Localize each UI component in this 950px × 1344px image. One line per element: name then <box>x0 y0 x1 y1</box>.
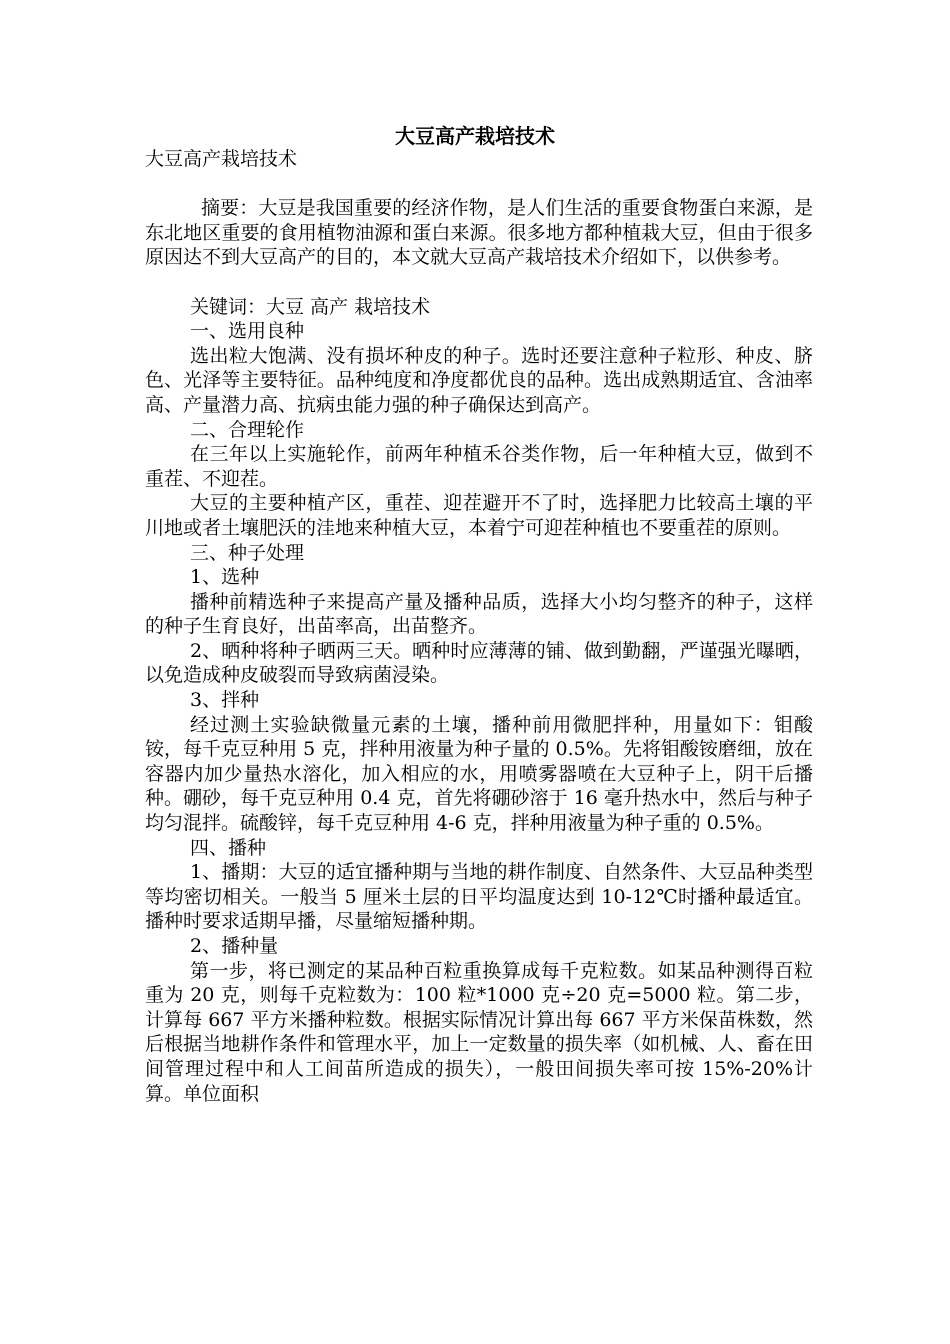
subsection-heading: 2、播种量 <box>190 935 279 957</box>
paragraph: 在三年以上实施轮作，前两年种植禾谷类作物，后一年种植大豆，做到不重茬、不迎茬。 <box>145 443 813 490</box>
subsection-heading: 1、选种 <box>190 566 260 589</box>
paragraph: 1、播期：大豆的适宜播种期与当地的耕作制度、自然条件、大豆品种类型等均密切相关。一般当 5 厘米土层的日平均温度达到 10-12℃时播种最适宜。播种时要求适期早播，尽量缩短播种期。 <box>145 861 813 933</box>
paragraph: 2、晒种将种子晒两三天。晒种时应薄薄的铺、做到勤翻，严谨强光曝晒，以免造成种皮破裂而导致病菌浸染。 <box>145 639 813 687</box>
paragraph: 第一步，将已测定的某品种百粒重换算成每千克粒数。如某品种测得百粒重为 20 克，则每千克粒数为：100 粒*1000 克÷20 克=5000 粒。第二步，计算每 667 平方米播种粒数。根据实际情况计算出每 667 平方米保苗株数，然后根据当地耕作条件和管理水平，加上一定数量的损失率（如机械、人、畜在田间管理过程中和人工间苗所造成的损失），一般田间损失率可按 15%-20%计算。单位面积 <box>145 959 813 1105</box>
abstract-paragraph: 摘要：大豆是我国重要的经济作物，是人们生活的重要食物蛋白来源，是东北地区重要的食用植物油源和蛋白来源。很多地方都种植栽大豆，但由于很多原因达不到大豆高产的目的，本文就大豆高产栽培技术介绍如下，以供参考。 <box>145 197 813 269</box>
paragraph: 大豆的主要种植产区，重茬、迎茬避开不了时，选择肥力比较高土壤的平川地或者土壤肥沃的洼地来种植大豆，本着宁可迎茬种植也不要重茬的原则。 <box>145 492 813 539</box>
paragraph: 经过测土实验缺微量元素的土壤，播种前用微肥拌种，用量如下：钼酸铵，每千克豆种用 5 克，拌种用液量为种子量的 0.5%。先将钼酸铵磨细，放在容器内加少量热水溶化，加入相应的水，用喷雾器喷在大豆种子上，阴干后播种。硼砂，每千克豆种用 0.4 克，首先将硼砂溶于 16 毫升热水中，然后与种子均匀混拌。硫酸锌，每千克豆种用 4-6 克，拌种用液量为种子重的 0.5%。 <box>145 713 813 835</box>
document-body <box>145 147 813 1106</box>
section-heading: 四、播种 <box>190 836 267 859</box>
section-heading: 三、种子处理 <box>190 541 305 564</box>
document-subtitle: 大豆高产栽培技术 <box>145 148 298 170</box>
document-title: 大豆高产栽培技术 <box>395 124 555 148</box>
paragraph: 播种前精选种子来提高产量及播种品质，选择大小均匀整齐的种子，这样的种子生育良好，出苗率高，出苗整齐。 <box>145 590 813 638</box>
section-heading: 二、合理轮作 <box>190 418 305 441</box>
keywords-line: 关键词：大豆 高产 栽培技术 <box>190 295 431 318</box>
paragraph: 选出粒大饱满、没有损坏种皮的种子。选时还要注意种子粒形、种皮、脐色、光泽等主要特征。品种纯度和净度都优良的品种。选出成熟期适宜、含油率高、产量潜力高、抗病虫能力强的种子确保达到高产。 <box>145 344 813 416</box>
blank-line <box>145 270 813 295</box>
subsection-heading: 3、拌种 <box>190 689 260 712</box>
blank-line <box>145 172 813 197</box>
section-heading: 一、选用良种 <box>190 320 305 343</box>
